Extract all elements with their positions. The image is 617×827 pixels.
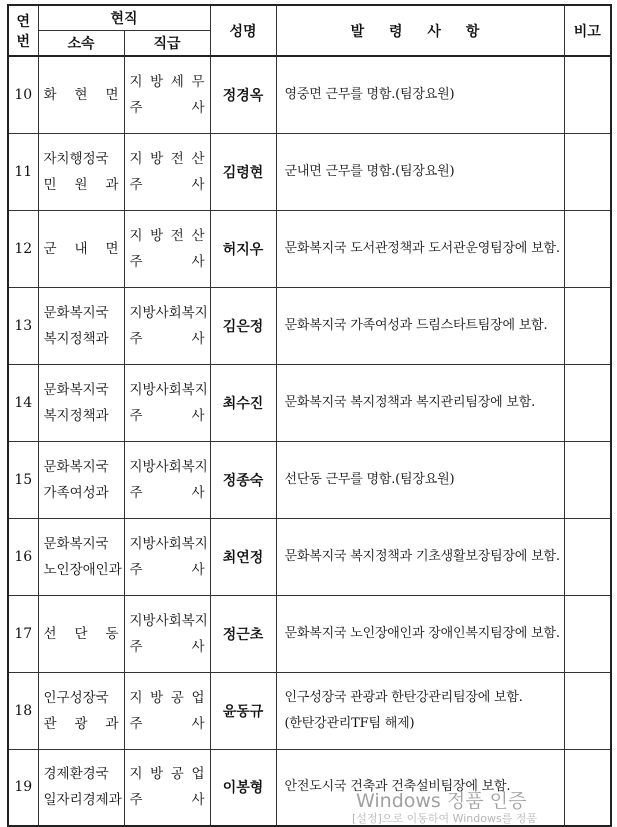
row-department [38,672,124,749]
windows-activation-subtext: [설정]으로 이동하여 Windows를 정품 [352,812,538,825]
order-line: (한탄강관리TF팀 해제) [284,715,415,731]
row-name: 정근초 [210,595,276,672]
rank-line: 주 사 [129,253,205,270]
row-note [564,441,611,518]
row-name: 최수진 [210,364,276,441]
row-rank [124,287,210,364]
header-number-top: 연 [16,13,31,30]
rank-line: 주 사 [129,99,205,116]
row-name: 정경옥 [210,56,276,133]
row-note [564,672,611,749]
rank-line: 지방사회복지 [129,458,208,475]
rank-line: 지 방 전 산 [129,227,205,244]
department-line: 군 내 면 [43,240,119,257]
department-line: 인구성장국 [43,689,109,706]
department-line: 가족여성과 [43,484,109,501]
order-line: 문화복지국 노인장애인과 장애인복지팀장에 보함. [284,625,560,641]
order-line: 문화복지국 복지정책과 복지관리팀장에 보함. [284,394,536,410]
department-line: 문화복지국 [43,458,109,475]
row-rank [124,364,210,441]
row-rank [124,441,210,518]
department-line: 선 단 동 [43,625,119,642]
row-name: 정종숙 [210,441,276,518]
department-line: 화 현 면 [43,86,119,103]
row-name: 허지우 [210,210,276,287]
row-order [276,287,564,364]
header-department: 소속 [38,31,124,57]
header-order-label: 발 령 사 항 [350,23,490,40]
row-rank [124,210,210,287]
row-number: 17 [8,595,38,672]
row-number: 10 [8,56,38,133]
department-line: 복지정책과 [43,330,109,347]
row-number: 11 [8,133,38,210]
table-row [8,56,611,133]
rank-line: 주 사 [129,176,205,193]
department-line: 문화복지국 [43,304,109,321]
row-note [564,364,611,441]
table-row [8,518,611,595]
row-order [276,133,564,210]
windows-activation-watermark: Windows 정품 인증 [356,790,527,812]
department-line: 일자리경제과 [43,792,122,809]
row-name: 김령현 [210,133,276,210]
row-note [564,133,611,210]
rank-line: 주 사 [129,561,205,578]
row-department [38,287,124,364]
row-department [38,518,124,595]
table-row [8,595,611,672]
rank-line: 지방사회복지 [129,535,208,552]
order-line: 영중면 근무를 명함.(팀장요원) [284,86,455,102]
row-order [276,595,564,672]
order-line: 안전도시국 건축과 건축설비팀장에 보함. [284,779,511,795]
row-department [38,210,124,287]
row-department [38,56,124,133]
row-note [564,210,611,287]
department-line: 복지정책과 [43,407,109,424]
table-row [8,287,611,364]
table-row [8,672,611,749]
row-name: 이봉형 [210,749,276,826]
row-department [38,749,124,826]
row-department [38,364,124,441]
rank-line: 주 사 [129,330,205,347]
rank-line: 지 방 전 산 [129,150,205,167]
rank-line: 지방사회복지 [129,612,208,629]
row-note [564,287,611,364]
row-rank [124,56,210,133]
department-line: 민 원 과 [43,176,119,193]
row-note [564,595,611,672]
header-name: 성명 [210,5,276,56]
row-department [38,133,124,210]
table-body [8,56,611,826]
row-note [564,518,611,595]
row-order [276,56,564,133]
row-number: 18 [8,672,38,749]
department-line: 문화복지국 [43,535,109,552]
row-number: 12 [8,210,38,287]
header-order [276,5,564,56]
row-department [38,595,124,672]
rank-line: 지 방 공 업 [129,766,205,783]
department-line: 문화복지국 [43,381,109,398]
header-current-position: 현직 [38,5,210,31]
rank-line: 지방사회복지 [129,304,208,321]
order-line: 문화복지국 가족여성과 드림스타트팀장에 보함. [284,317,548,333]
table-row [8,441,611,518]
department-line: 노인장애인과 [43,561,122,578]
rank-line: 주 사 [129,407,205,424]
department-line: 자치행정국 [43,150,109,167]
header-number [8,5,38,56]
department-line: 경제환경국 [43,766,109,783]
header-note: 비고 [564,5,611,56]
table-row [8,210,611,287]
order-line: 인구성장국 관광과 한탄강관리팀장에 보함. [284,689,523,705]
row-order [276,210,564,287]
row-rank [124,518,210,595]
order-line: 선단동 근무를 명함.(팀장요원) [284,471,455,487]
row-name: 윤동규 [210,672,276,749]
header-rank: 직급 [124,31,210,57]
order-line: 문화복지국 복지정책과 기초생활보장팀장에 보함. [284,548,560,564]
row-number: 15 [8,441,38,518]
personnel-order-table [7,4,612,827]
row-number: 16 [8,518,38,595]
rank-line: 주 사 [129,638,205,655]
department-line: 관 광 과 [43,715,119,732]
row-note [564,56,611,133]
row-name: 최연정 [210,518,276,595]
rank-line: 주 사 [129,792,205,809]
header-number-bottom: 번 [16,33,31,50]
order-line: 문화복지국 도서관정책과 도서관운영팀장에 보함. [284,240,560,256]
row-number: 14 [8,364,38,441]
row-name: 김은정 [210,287,276,364]
row-rank [124,749,210,826]
row-order [276,518,564,595]
table-row [8,364,611,441]
row-order [276,364,564,441]
table-row [8,133,611,210]
rank-line: 주 사 [129,715,205,732]
row-order [276,441,564,518]
row-rank [124,595,210,672]
row-number: 13 [8,287,38,364]
row-order [276,672,564,749]
rank-line: 지 방 공 업 [129,689,205,706]
row-number: 19 [8,749,38,826]
row-rank [124,133,210,210]
row-rank [124,672,210,749]
rank-line: 지방사회복지 [129,381,208,398]
row-department [38,441,124,518]
order-line: 군내면 근무를 명함.(팀장요원) [284,163,455,179]
row-note [564,749,611,826]
rank-line: 주 사 [129,484,205,501]
rank-line: 지 방 세 무 [129,73,205,90]
